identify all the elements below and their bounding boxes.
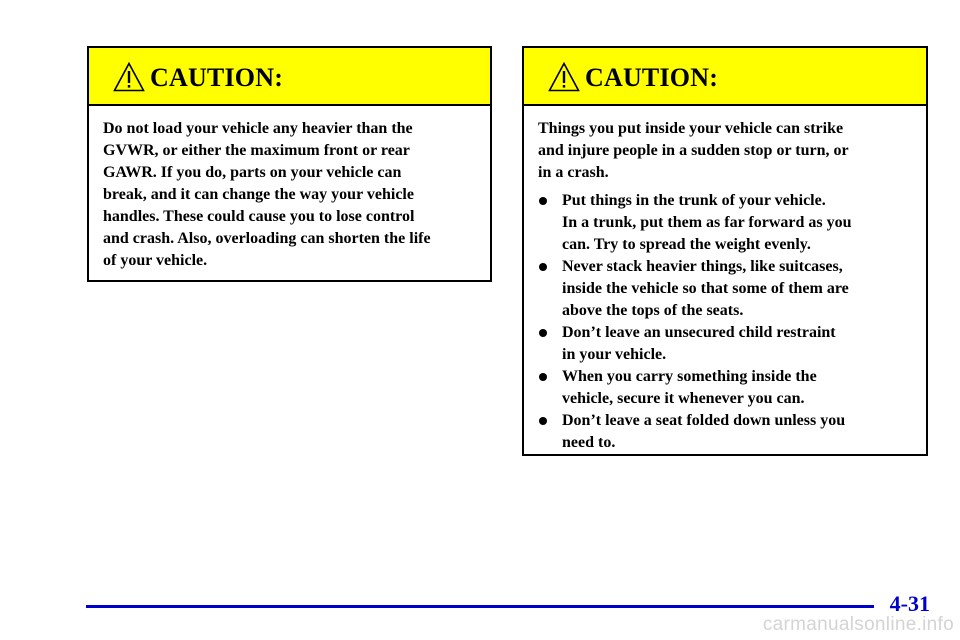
- text-line: When you carry something inside the: [562, 368, 817, 385]
- text-line: GAWR. If you do, parts on your vehicle can: [103, 164, 402, 181]
- text-line: Put things in the trunk of your vehicle.: [562, 192, 826, 209]
- text-line: handles. These could cause you to lose control: [103, 208, 415, 225]
- bullet-dot-icon: [539, 373, 547, 381]
- text-line: above the tops of the seats.: [562, 302, 744, 319]
- caution-text: [103, 118, 476, 272]
- text-line: Don’t leave a seat folded down unless you: [562, 412, 846, 429]
- list-item: [538, 190, 912, 256]
- text-line: in a crash.: [538, 164, 609, 181]
- warning-triangle-icon: [113, 62, 145, 92]
- bullet-dot-icon: [539, 263, 547, 271]
- list-item: [538, 366, 912, 410]
- text-line: in your vehicle.: [562, 346, 667, 363]
- list-item: [538, 256, 912, 322]
- text-line: Things you put inside your vehicle can strike: [538, 120, 844, 137]
- page-number: 4-31: [889, 591, 930, 616]
- list-item: [538, 322, 912, 366]
- text-line: need to.: [562, 434, 616, 451]
- text-line: can. Try to spread the weight evenly.: [562, 236, 811, 253]
- text-line: Never stack heavier things, like suitcases,: [562, 258, 843, 275]
- text-line: GVWR, or either the maximum front or rear: [103, 142, 410, 159]
- text-line: and crash. Also, overloading can shorten the life: [103, 230, 431, 247]
- text-line: break, and it can change the way your vehicle: [103, 186, 414, 203]
- caution-box-overloading: [87, 46, 492, 282]
- warning-triangle-icon: [548, 62, 580, 92]
- watermark: carmanualsonline.info: [762, 614, 954, 635]
- list-item: [538, 410, 912, 454]
- caution-title: CAUTION:: [150, 63, 284, 92]
- caution-body: [524, 106, 926, 454]
- text-line: Do not load your vehicle any heavier than the: [103, 120, 413, 137]
- caution-intro: [538, 118, 912, 184]
- caution-header: [524, 48, 926, 106]
- text-line: In a trunk, put them as far forward as you: [562, 214, 852, 231]
- caution-title: CAUTION:: [585, 63, 719, 92]
- caution-body: [89, 106, 490, 272]
- text-line: and injure people in a sudden stop or turn, or: [538, 142, 849, 159]
- text-line: Don’t leave an unsecured child restraint: [562, 324, 836, 341]
- footer-rule: [86, 605, 874, 608]
- text-line: of your vehicle.: [103, 252, 208, 269]
- caution-header: [89, 48, 490, 106]
- text-line: vehicle, secure it whenever you can.: [562, 390, 805, 407]
- caution-bullet-list: [538, 190, 912, 454]
- bullet-dot-icon: [539, 329, 547, 337]
- bullet-dot-icon: [539, 417, 547, 425]
- caution-box-cargo: [522, 46, 928, 456]
- bullet-dot-icon: [539, 197, 547, 205]
- text-line: inside the vehicle so that some of them are: [562, 280, 849, 297]
